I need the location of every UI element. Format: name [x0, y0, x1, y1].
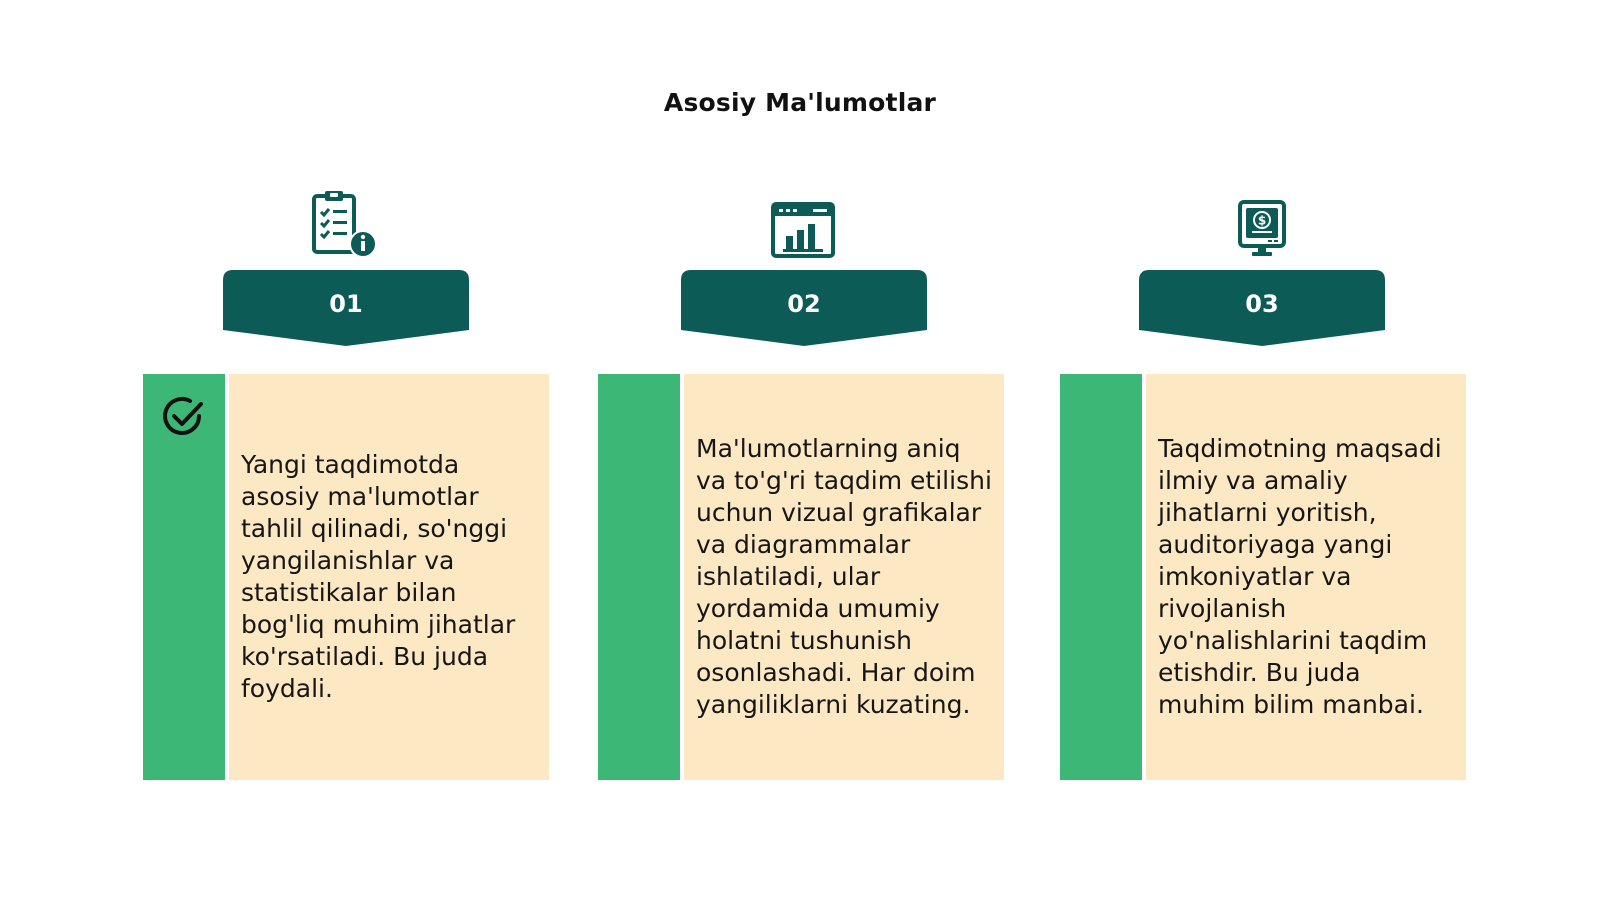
card-body	[684, 374, 1004, 780]
card-body	[229, 374, 549, 780]
step-tab-01	[223, 270, 469, 348]
step-tab-03	[1139, 270, 1385, 348]
info-card-3	[1060, 374, 1466, 780]
card-text: Taqdimotning maqsadi ilmiy va amaliy jihatlarni yoritish, auditoriyaga yangi imkoniyatlar va rivojlanish yo'nalishlarini taqdim etishdir. Bu juda muhim bilim manbai.	[1158, 434, 1442, 719]
slide-title: Asosiy Ma'lumotlar	[663, 88, 937, 117]
svg-text:$: $	[1257, 213, 1267, 228]
card-stripe	[143, 374, 225, 780]
step-tab-02	[681, 270, 927, 348]
step-number: 01	[329, 290, 363, 318]
card-stripe	[1060, 374, 1142, 780]
info-card-2	[598, 374, 1004, 780]
tablet-dollar-icon	[1222, 186, 1302, 258]
card-text: Yangi taqdimotda asosiy ma'lumotlar tahlil qilinadi, so'nggi yangilanishlar va statistikalar bilan bog'liq muhim jihatlar ko'rsatiladi. Bu juda foydali.	[241, 450, 516, 703]
card-stripe	[598, 374, 680, 780]
browser-bar-chart-icon	[763, 186, 843, 258]
step-number: 03	[1245, 290, 1279, 318]
card-body	[1146, 374, 1466, 780]
card-text: Ma'lumotlarning aniq va to'g'ri taqdim etilishi uchun vizual grafikalar va diagrammalar ishlatiladi, ular yordamida umumiy holatni tushunish osonlashadi. Har doim yangiliklarni kuzating.	[696, 434, 992, 719]
clipboard-checklist-info-icon	[304, 186, 384, 258]
info-card-1	[143, 374, 549, 780]
check-circle-icon	[161, 394, 207, 440]
step-number: 02	[787, 290, 821, 318]
